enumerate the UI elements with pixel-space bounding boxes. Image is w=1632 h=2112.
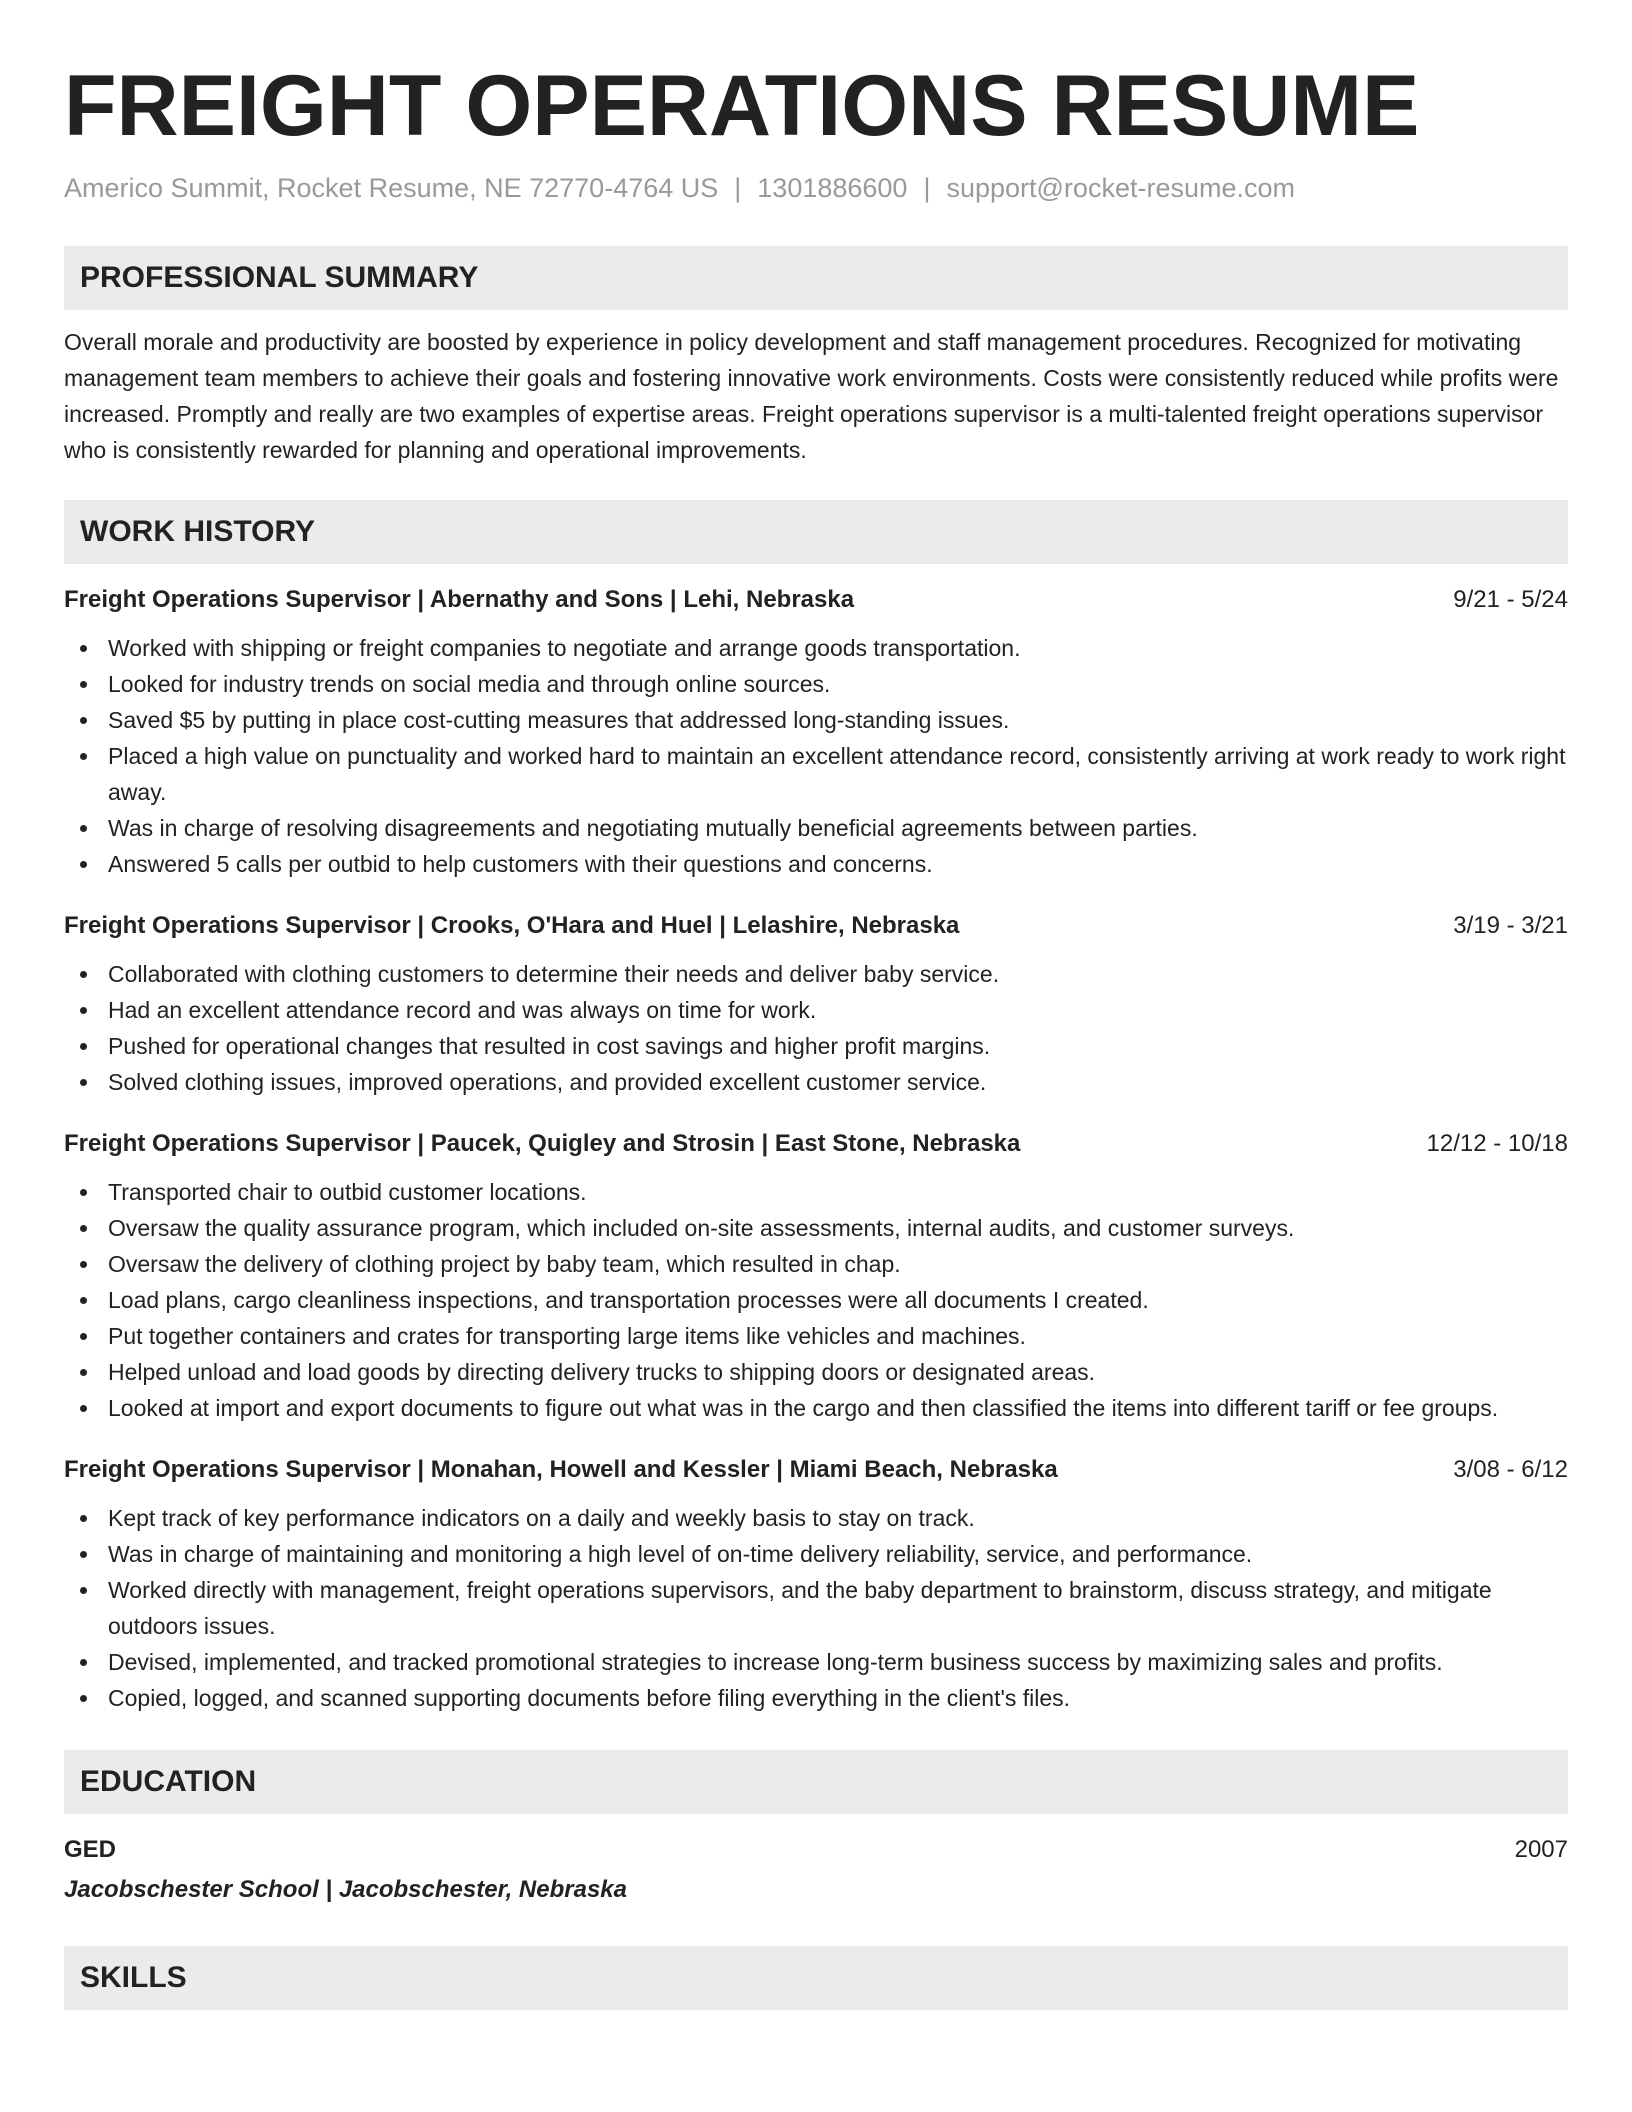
section-heading-education: EDUCATION (64, 1750, 1568, 1814)
contact-email: support@rocket-resume.com (946, 173, 1295, 203)
job-bullets (64, 630, 1568, 882)
bullet-icon (80, 1587, 87, 1594)
job-dates: 12/12 - 10/18 (1426, 1130, 1568, 1157)
contact-separator: | (734, 173, 742, 203)
job-bullet-text: Looked at import and export documents to figure out what was in the cargo and then classified the items into different tariff or fee groups. (108, 1395, 1499, 1421)
job-bullet (64, 992, 1568, 1028)
job-bullet (64, 1282, 1568, 1318)
resume-page (64, 0, 1568, 2010)
job-header (64, 908, 1568, 944)
education-school: Jacobschester School | Jacobschester, Nebraska (64, 1876, 627, 1903)
job-bullet (64, 956, 1568, 992)
bullet-icon (80, 1007, 87, 1014)
bullet-icon (80, 1515, 87, 1522)
summary-text: Overall morale and productivity are boosted by experience in policy development and staff management procedures. Recognized for motivating management team members to achieve their goals and fostering innovative work environments. Costs were consistently reduced while profits were increased. Promptly and really are two examples of expertise areas. Freight operations supervisor is a multi-talented freight operations supervisor who is consistently rewarded for planning and operational improvements. (64, 329, 1559, 463)
bullet-icon (80, 1369, 87, 1376)
job-bullet (64, 738, 1568, 810)
job-bullet (64, 1572, 1568, 1644)
job-bullet (64, 1390, 1568, 1426)
section-heading-skills: SKILLS (64, 1946, 1568, 2010)
job-title: Freight Operations Supervisor | Monahan, Howell and Kessler | Miami Beach, Nebraska (64, 1456, 1058, 1483)
job-bullet (64, 1536, 1568, 1572)
bullet-icon (80, 681, 87, 688)
bullet-icon (80, 1261, 87, 1268)
job-bullet-text: Saved $5 by putting in place cost-cutting measures that addressed long-standing issues. (108, 707, 1010, 733)
job-entry (64, 1126, 1568, 1426)
contact-phone: 1301886600 (757, 173, 908, 203)
job-bullet (64, 1246, 1568, 1282)
job-bullet-text: Oversaw the delivery of clothing project by baby team, which resulted in chap. (108, 1251, 901, 1277)
job-bullets (64, 1500, 1568, 1716)
bullet-icon (80, 1333, 87, 1340)
job-bullet (64, 810, 1568, 846)
bullet-icon (80, 1551, 87, 1558)
bullet-icon (80, 971, 87, 978)
job-header (64, 582, 1568, 618)
job-bullet-text: Kept track of key performance indicators on a daily and weekly basis to stay on track. (108, 1505, 975, 1531)
contact-line (64, 170, 1568, 206)
job-bullet-text: Helped unload and load goods by directing delivery trucks to shipping doors or designated areas. (108, 1359, 1096, 1385)
job-bullet (64, 1174, 1568, 1210)
section-heading-summary: PROFESSIONAL SUMMARY (64, 246, 1568, 310)
job-dates: 3/19 - 3/21 (1453, 912, 1568, 939)
job-bullet (64, 1680, 1568, 1716)
job-bullet-text: Transported chair to outbid customer locations. (108, 1179, 587, 1205)
job-bullet (64, 1644, 1568, 1680)
bullet-icon (80, 1695, 87, 1702)
job-entry (64, 582, 1568, 882)
job-bullet-text: Was in charge of resolving disagreements and negotiating mutually beneficial agreements between parties. (108, 815, 1198, 841)
job-bullet-text: Copied, logged, and scanned supporting documents before filing everything in the client's files. (108, 1685, 1071, 1711)
job-bullet-text: Placed a high value on punctuality and worked hard to maintain an excellent attendance record, consistently arriving at work ready to work right away. (108, 743, 1566, 805)
job-bullet-text: Pushed for operational changes that resulted in cost savings and higher profit margins. (108, 1033, 991, 1059)
job-bullet-text: Looked for industry trends on social media and through online sources. (108, 671, 831, 697)
bullet-icon (80, 1225, 87, 1232)
resume-title: FREIGHT OPERATIONS RESUME (64, 58, 1420, 154)
education-entry (64, 1832, 1568, 1868)
job-dates: 9/21 - 5/24 (1453, 586, 1568, 613)
job-title: Freight Operations Supervisor | Crooks, O'Hara and Huel | Lelashire, Nebraska (64, 912, 960, 939)
job-bullets (64, 956, 1568, 1100)
bullet-icon (80, 1297, 87, 1304)
bullet-icon (80, 825, 87, 832)
job-bullet (64, 702, 1568, 738)
job-bullet-text: Collaborated with clothing customers to determine their needs and deliver baby service. (108, 961, 1000, 987)
education-year: 2007 (1514, 1836, 1568, 1863)
job-bullet (64, 1318, 1568, 1354)
bullet-icon (80, 1079, 87, 1086)
contact-address: Americo Summit, Rocket Resume, NE 72770-4764 US (64, 173, 719, 203)
job-title: Freight Operations Supervisor | Paucek, Quigley and Strosin | East Stone, Nebraska (64, 1130, 1021, 1157)
job-title: Freight Operations Supervisor | Abernathy and Sons | Lehi, Nebraska (64, 586, 855, 613)
bullet-icon (80, 1405, 87, 1412)
job-header (64, 1452, 1568, 1488)
bullet-icon (80, 1043, 87, 1050)
job-bullet-text: Put together containers and crates for transporting large items like vehicles and machines. (108, 1323, 1026, 1349)
job-bullet (64, 1354, 1568, 1390)
job-bullets (64, 1174, 1568, 1426)
job-bullet (64, 1028, 1568, 1064)
job-bullet-text: Oversaw the quality assurance program, which included on-site assessments, internal audits, and customer surveys. (108, 1215, 1295, 1241)
job-bullet-text: Load plans, cargo cleanliness inspections, and transportation processes were all documents I created. (108, 1287, 1149, 1313)
job-bullet-text: Solved clothing issues, improved operations, and provided excellent customer service. (108, 1069, 987, 1095)
bullet-icon (80, 861, 87, 868)
job-bullet-text: Worked with shipping or freight companies to negotiate and arrange goods transportation. (108, 635, 1021, 661)
job-bullet (64, 846, 1568, 882)
bullet-icon (80, 1659, 87, 1666)
job-bullet-text: Was in charge of maintaining and monitoring a high level of on-time delivery reliability, service, and performance. (108, 1541, 1253, 1567)
bullet-icon (80, 1189, 87, 1196)
job-bullet-text: Worked directly with management, freight operations supervisors, and the baby department to brainstorm, discuss strategy, and mitigate outdoors issues. (108, 1577, 1492, 1639)
job-bullet (64, 1210, 1568, 1246)
job-entry (64, 908, 1568, 1100)
job-bullet (64, 1500, 1568, 1536)
education-degree: GED (64, 1836, 117, 1863)
bullet-icon (80, 753, 87, 760)
job-bullet-text: Had an excellent attendance record and was always on time for work. (108, 997, 817, 1023)
job-bullet-text: Devised, implemented, and tracked promotional strategies to increase long-term business success by maximizing sales and profits. (108, 1649, 1443, 1675)
job-bullet (64, 630, 1568, 666)
job-entry (64, 1452, 1568, 1716)
job-bullet (64, 666, 1568, 702)
bullet-icon (80, 645, 87, 652)
job-bullet (64, 1064, 1568, 1100)
bullet-icon (80, 717, 87, 724)
job-header (64, 1126, 1568, 1162)
contact-separator: | (923, 173, 931, 203)
job-bullet-text: Answered 5 calls per outbid to help customers with their questions and concerns. (108, 851, 933, 877)
section-heading-work-history: WORK HISTORY (64, 500, 1568, 564)
job-dates: 3/08 - 6/12 (1453, 1456, 1568, 1483)
